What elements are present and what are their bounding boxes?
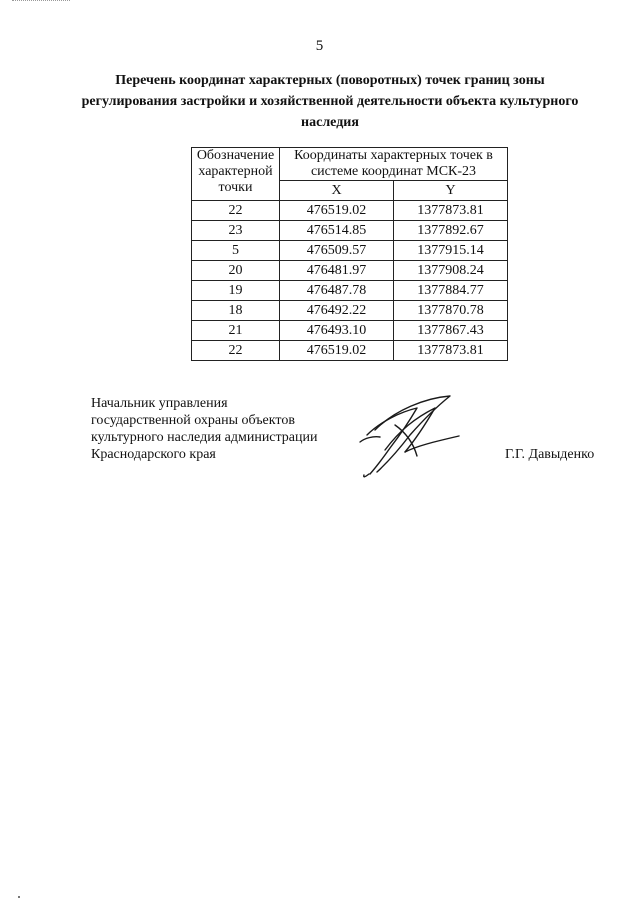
x-cell: 476519.02 [280,201,394,221]
x-cell: 476509.57 [280,241,394,261]
point-id-cell: 22 [192,201,280,221]
point-id-cell: 19 [192,281,280,301]
position-line: государственной охраны объектов [91,413,295,428]
x-cell: 476514.85 [280,221,394,241]
signer-name: Г.Г. Давыденко [505,447,595,462]
table-row [192,321,508,341]
table-row [192,221,508,241]
header-point-designation: Обозначение характерной точки [192,148,280,201]
scan-edge-mark [12,0,70,3]
x-cell: 476492.22 [280,301,394,321]
handwritten-signature [355,390,465,480]
document-title [80,70,580,133]
header-coordinates: Координаты характерных точек в системе координат МСК-23 [280,148,508,181]
title-line: Перечень координат характерных (поворотных) точек границ зоны [115,73,545,88]
y-cell: 1377908.24 [394,261,508,281]
table-row [192,301,508,321]
y-cell: 1377884.77 [394,281,508,301]
table-row [192,341,508,361]
table-row [192,281,508,301]
point-id-cell: 22 [192,341,280,361]
point-id-cell: 18 [192,301,280,321]
point-id-cell: 21 [192,321,280,341]
y-cell: 1377873.81 [394,341,508,361]
y-cell: 1377915.14 [394,241,508,261]
position-line: культурного наследия администрации [91,430,318,445]
title-line: регулирования застройки и хозяйственной деятельности объекта культурного [81,94,579,109]
header-y: Y [394,181,508,201]
y-cell: 1377867.43 [394,321,508,341]
signatory-position [91,395,318,463]
header-x: X [280,181,394,201]
position-line: Начальник управления [91,396,228,411]
x-cell: 476481.97 [280,261,394,281]
point-id-cell: 23 [192,221,280,241]
table-row [192,241,508,261]
y-cell: 1377870.78 [394,301,508,321]
scan-dot [18,896,20,898]
coordinates-table [191,147,508,361]
y-cell: 1377873.81 [394,201,508,221]
point-id-cell: 20 [192,261,280,281]
table-row [192,201,508,221]
x-cell: 476493.10 [280,321,394,341]
y-cell: 1377892.67 [394,221,508,241]
point-id-cell: 5 [192,241,280,261]
position-line: Краснодарского края [91,447,216,462]
page-number: 5 [315,38,324,54]
x-cell: 476519.02 [280,341,394,361]
table-row [192,261,508,281]
x-cell: 476487.78 [280,281,394,301]
title-line: наследия [301,115,359,130]
